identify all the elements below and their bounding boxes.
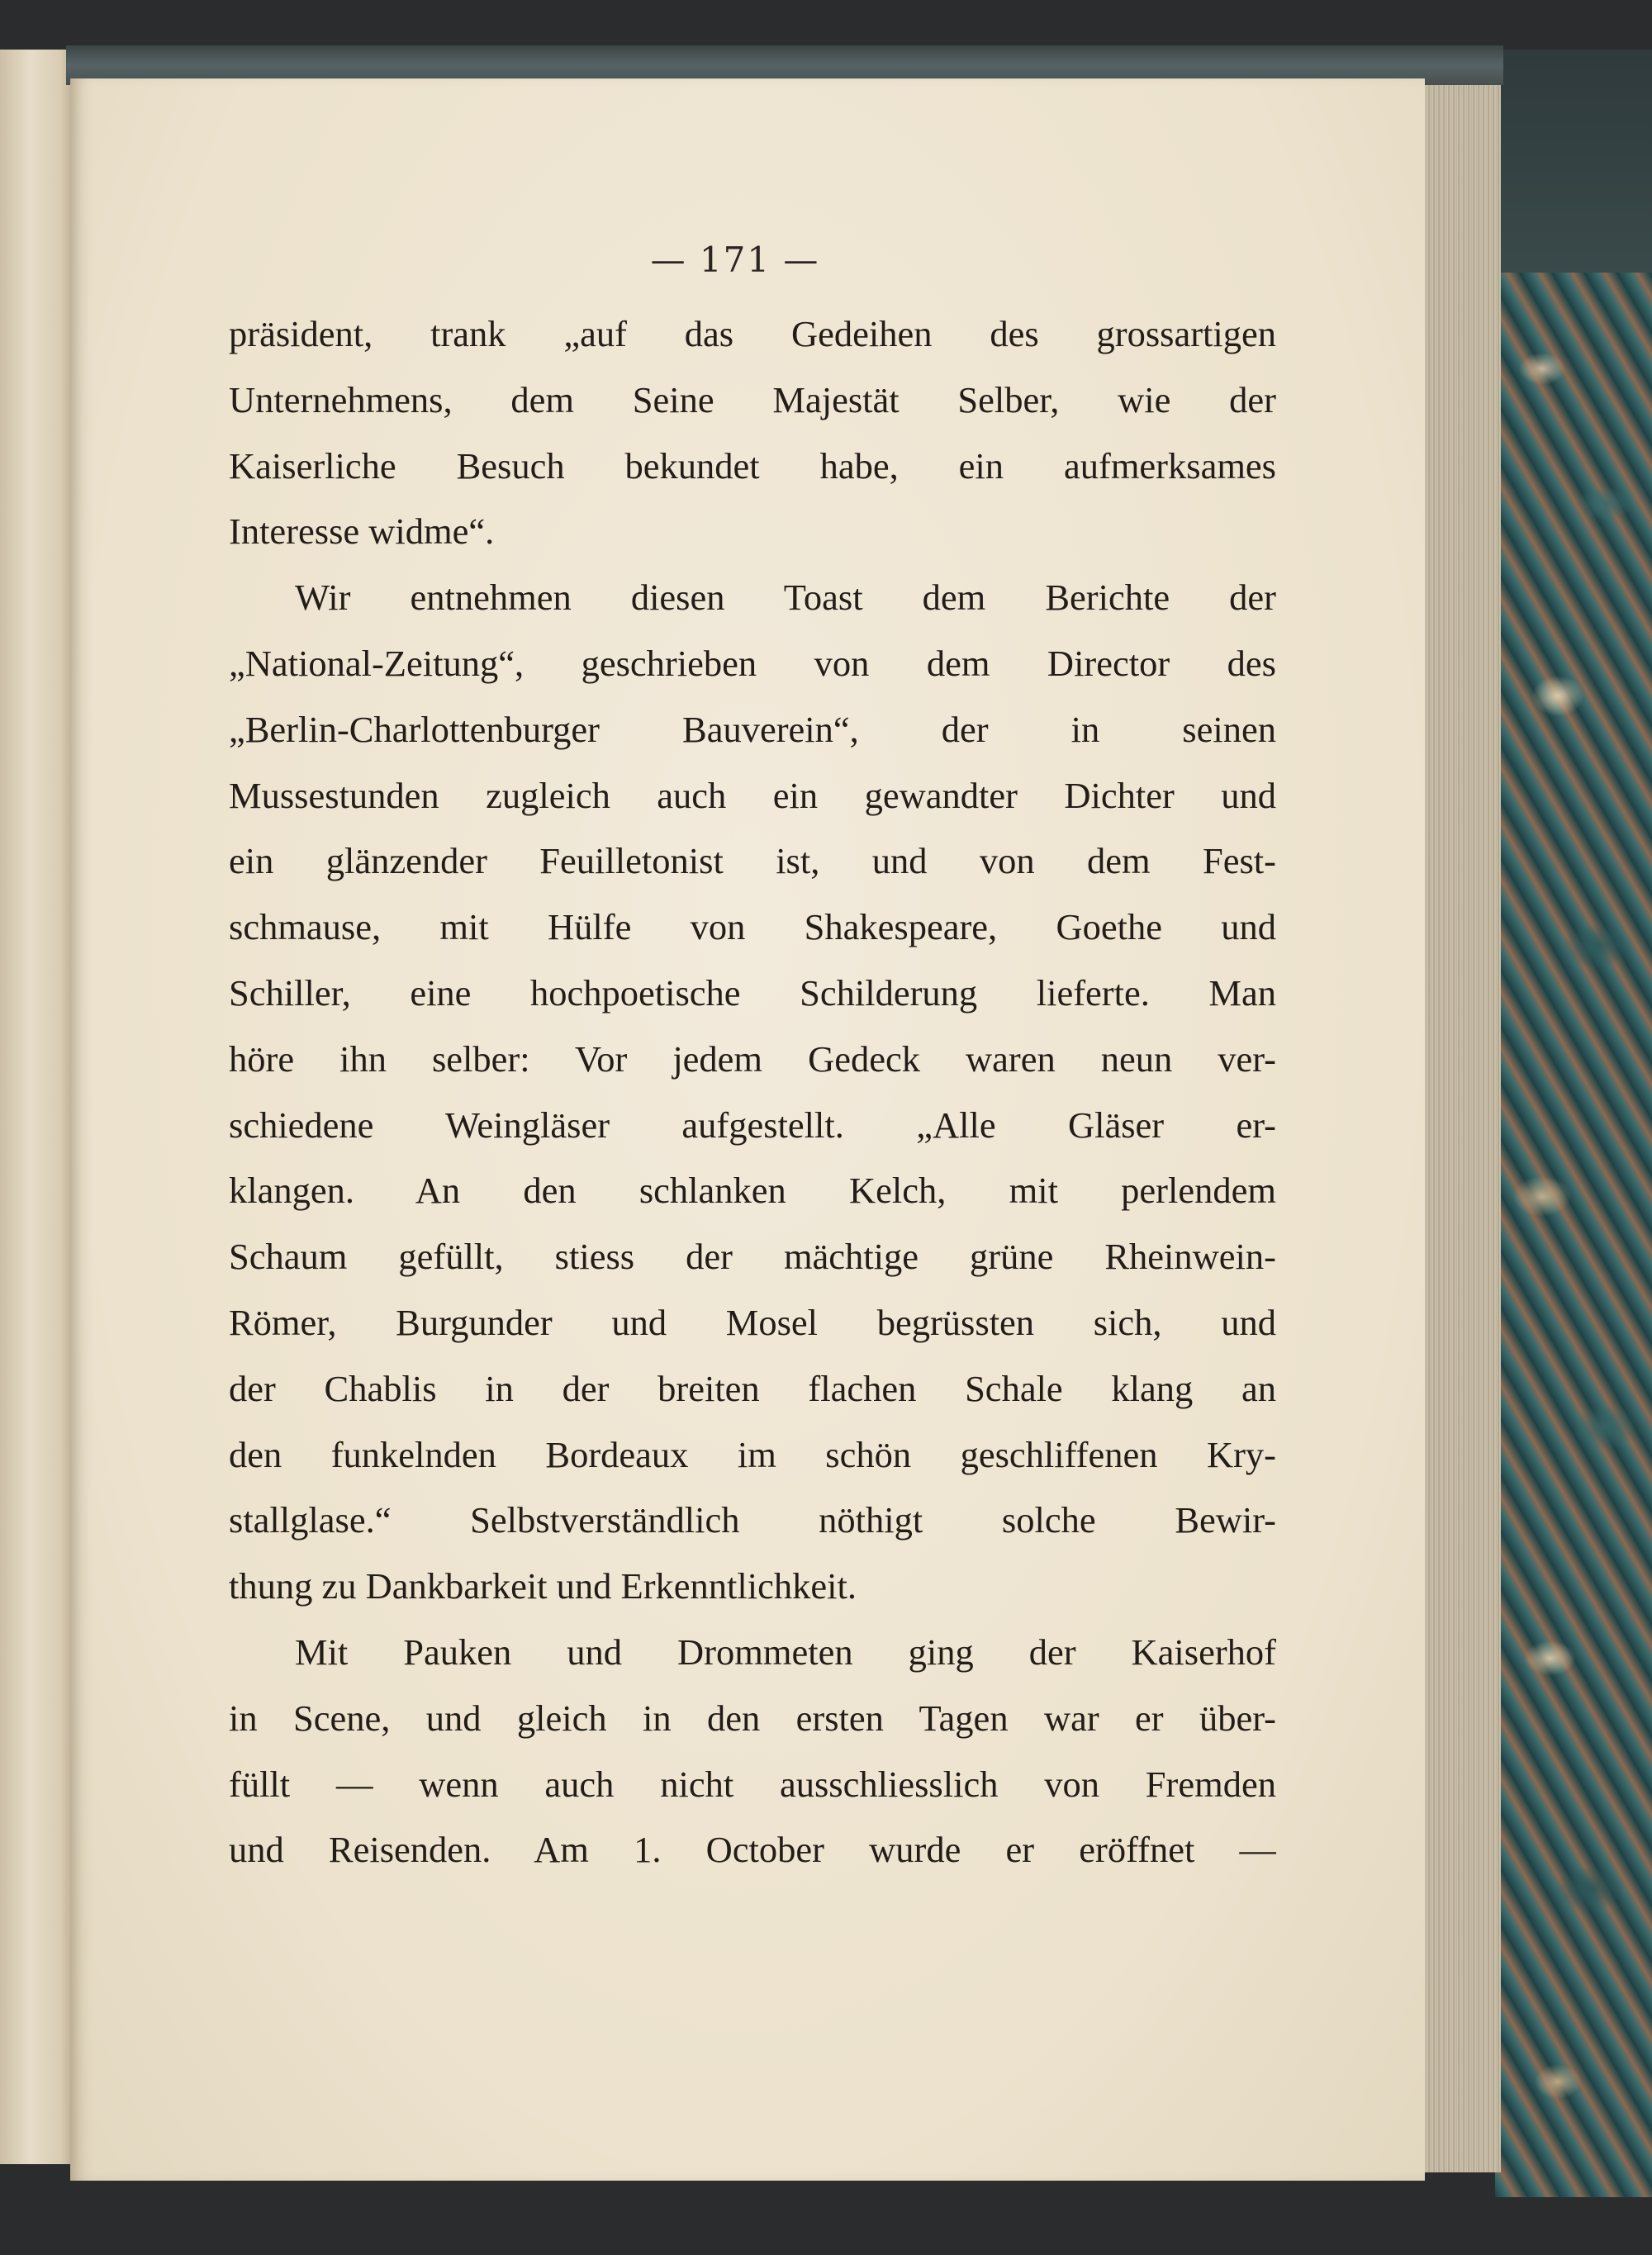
text-line: „Berlin-Charlottenburger Bauverein“, der in seinen — [229, 708, 1276, 750]
text-line: füllt — wenn auch nicht ausschliesslich von Fremden — [229, 1763, 1276, 1805]
text-line: ein glänzender Feuilletonist ist, und von dem Fest- — [229, 840, 1276, 882]
text-line: „National-Zeitung“, geschrieben von dem Director des — [229, 642, 1276, 684]
text-line: und Reisenden. Am 1. October wurde er eröffnet — — [229, 1829, 1276, 1871]
text-line: Kaiserliche Besuch bekundet habe, ein aufmerksames — [229, 444, 1276, 487]
text-line: höre ihn selber: Vor jedem Gedeck waren neun ver- — [229, 1037, 1276, 1080]
page-number: — 171 — — [650, 240, 820, 280]
text-line: präsident, trank „auf das Gedeihen des grossartigen — [229, 313, 1276, 354]
text-line: stallglase.“ Selbstverständlich nöthigt solche Bewir- — [229, 1499, 1276, 1541]
text-line: der Chablis in der breiten flachen Schale klang an — [229, 1367, 1276, 1409]
text-line: Schiller, eine hochpoetische Schilderung lieferte. Man — [229, 971, 1276, 1014]
text-line: den funkelnden Bordeaux im schön geschliffenen Kry- — [229, 1433, 1276, 1475]
text-line: Unternehmens, dem Seine Majestät Selber, wie der — [229, 378, 1276, 420]
marbled-cover — [1495, 273, 1652, 2197]
text-line: Römer, Burgunder und Mosel begrüssten sich, und — [229, 1301, 1276, 1343]
text-line: schmause, mit Hülfe von Shakespeare, Goethe und — [229, 906, 1276, 948]
text-line: klangen. An den schlanken Kelch, mit perlendem — [229, 1170, 1276, 1212]
facing-page-edge — [0, 50, 78, 2164]
text-line: Wir entnehmen diesen Toast dem Berichte der — [295, 577, 1276, 619]
text-line: thung zu Dankbarkeit und Erkenntlichkeit. — [229, 1565, 857, 1607]
book-page — [70, 78, 1425, 2181]
text-line: Mit Pauken und Drommeten ging der Kaiserhof — [295, 1631, 1276, 1673]
body-text — [229, 301, 1276, 1883]
text-line: in Scene, und gleich in den ersten Tagen war er über- — [229, 1697, 1276, 1739]
page-edge-stack — [1421, 78, 1501, 2172]
text-line: Interesse widme“. — [229, 510, 495, 553]
text-line: Schaum gefüllt, stiess der mächtige grüne Rheinwein- — [229, 1236, 1276, 1278]
text-line: schiedene Weingläser aufgestellt. „Alle Gläser er- — [229, 1104, 1276, 1146]
text-line: Mussestunden zugleich auch ein gewandter Dichter und — [229, 774, 1276, 816]
cover-board-top — [1495, 50, 1652, 281]
